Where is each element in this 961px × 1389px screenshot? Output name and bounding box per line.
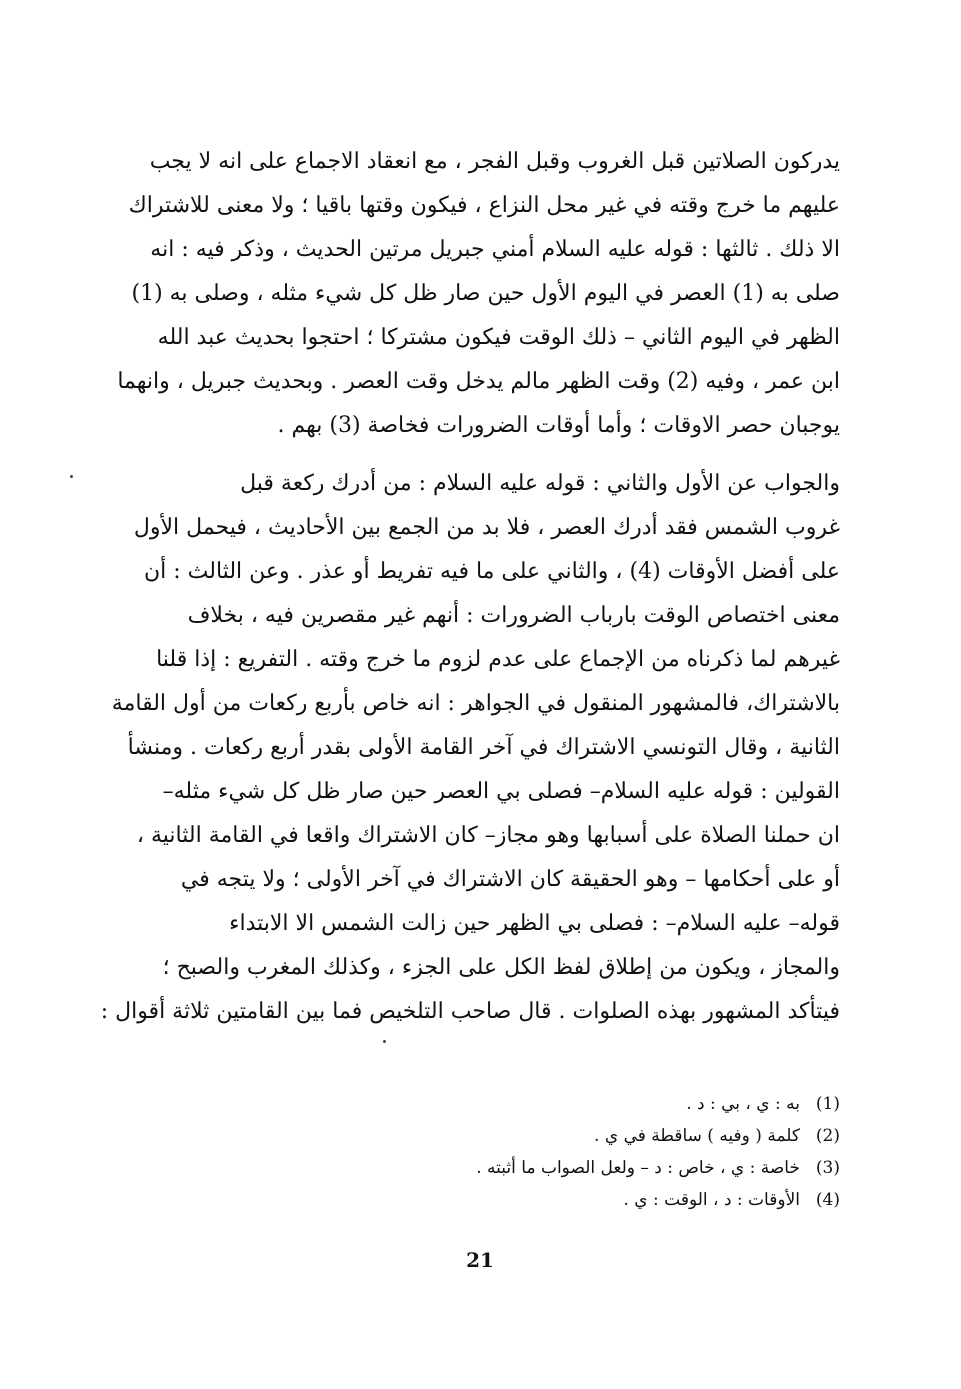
text-line: فيتأكد المشهور بهذه الصلوات . قال صاحب التلخيص فما بين القامتين ثلاثة أقوال : [100,999,840,1024]
footnote-text: به : ي ، بي : د . [686,1094,800,1114]
text-line: الثانية ، وقال التونسي الاشتراك في آخر القامة الأولى بقدر أربع ركعات . ومنشأ [127,735,840,760]
text-line: على أفضل الأوقات (4) ، والثاني على ما فيه تفريط أو عذر . وعن الثالث : أن [144,559,840,584]
paragraph-2 [100,462,840,1034]
text-line: ان حملنا الصلاة على أسبابها وهو مجاز– كان الاشتراك واقعا في القامة الثانية ، [136,823,840,848]
text-line: قوله– عليه السلام– : فصلى بي الظهر حين زالت الشمس الا الابتداء [229,911,840,936]
footnote [340,1120,840,1152]
text-line: القولين : قوله عليه السلام– فصلى بي العصر حين صار ظل كل شيء مثله– [162,779,840,804]
text-line: يدركون الصلاتين قبل الغروب وقبل الفجر ، مع انعقاد الاجماع على انه لا يجب [149,149,840,174]
footnote-text: خاصة : ي ، خاص : د – ولعل الصواب ما أثبته . [476,1158,800,1178]
text-line: الا ذلك . ثالثها : قوله عليه السلام أمني جبريل مرتين الحديث ، وذكر فيه : انه [150,237,840,262]
footnote-number: (1) [815,1094,840,1114]
page-number: 21 [466,1248,494,1272]
footnote [340,1152,840,1184]
text-line: أو على أحكامها – وهو الحقيقة كان الاشتراك في آخر الأولى ؛ ولا يتجه في [180,867,840,892]
text-line: الظهر في اليوم الثاني – ذلك الوقت فيكون مشتركا ؛ احتجوا بحديث عبد الله [157,325,840,350]
footnote [340,1088,840,1120]
paragraph-1 [117,140,840,448]
text-line: غيرهم لما ذكرناه من الإجماع على عدم لزوم ما خرج وقته . التفريع : إذا قلنا [156,647,840,672]
footnote [340,1184,840,1216]
footnote-text: كلمة ( وفيه ) ساقطة في ي . [594,1126,800,1146]
footnote-text: الأوقات : د ، الوقت : ي . [623,1190,800,1210]
text-line: صلى به (1) العصر في اليوم الأول حين صار ظل كل شيء مثله ، وصلى به (1) [131,281,840,306]
footnotes [340,1088,840,1216]
text-line: غروب الشمس فقد أدرك العصر ، فلا بد من الجمع بين الأحاديث ، فيحمل الأول [133,515,840,540]
text-line: والجواب عن الأول والثاني : قوله عليه السلام : من أدرك ركعة قبل [240,471,840,496]
footnote-number: (3) [815,1158,840,1178]
footnote-number: (4) [815,1190,840,1210]
scan-speck [383,1040,386,1043]
footnote-number: (2) [815,1126,840,1146]
text-line: ابن عمر ، وفيه (2) وقت الظهر مالم يدخل وقت العصر . وبحديث جبريل ، وانهما [117,369,840,394]
text-line: يوجبان حصر الاوقات ؛ وأما أوقات الضرورات فخاصة (3) بهم . [277,413,840,438]
scan-speck [70,475,73,478]
text-line: عليهم ما خرج وقته في غير محل النزاع ، فيكون وقتها باقيا ؛ ولا معنى للاشتراك [128,193,840,218]
text-line: معنى اختصاص الوقت بارباب الضرورات : أنهم غير مقصرين فيه ، بخلاف [187,603,840,628]
text-line: بالاشتراك، فالمشهور المنقول في الجواهر : انه خاص بأربع ركعات من أول القامة [111,691,840,716]
text-line: والمجاز ، ويكون من إطلاق لفظ الكل على الجزء ، وكذلك المغرب والصبح ؛ [162,955,840,980]
